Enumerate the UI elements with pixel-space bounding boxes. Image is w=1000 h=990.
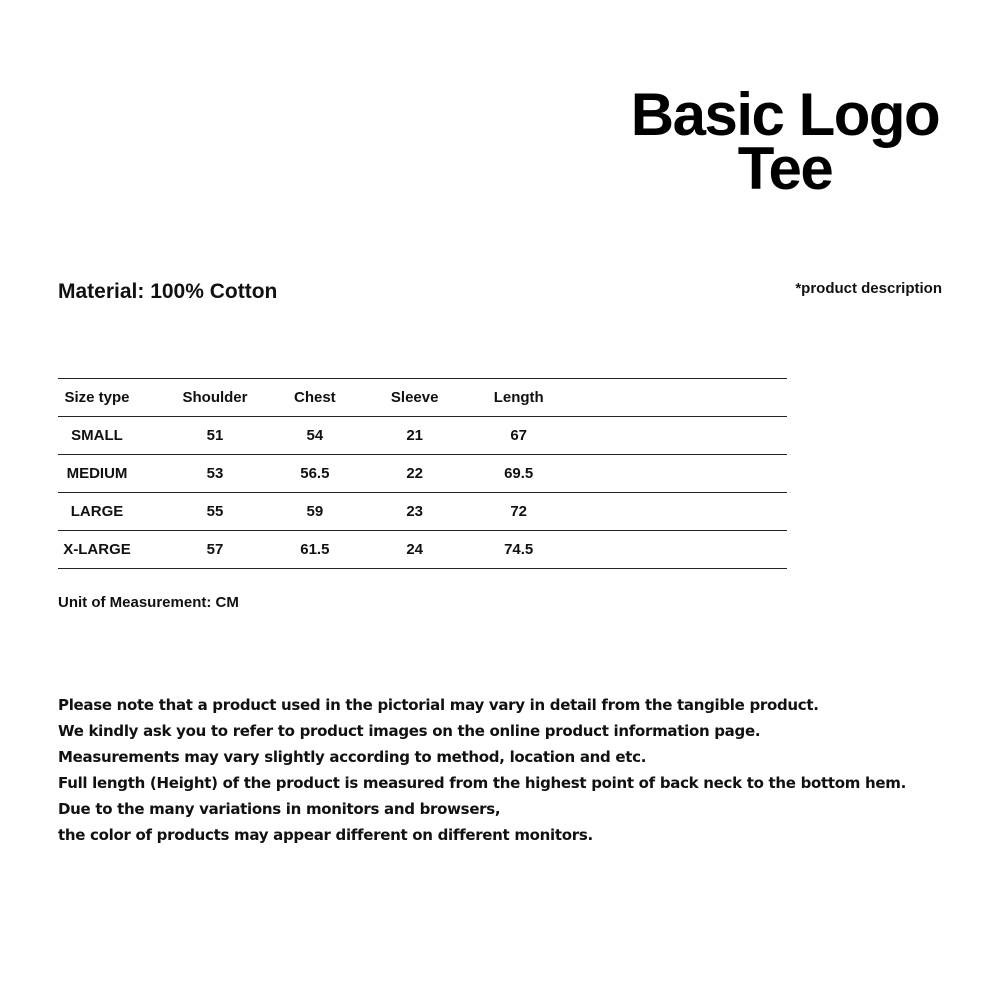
- column-spacer: [544, 379, 787, 417]
- size-table: [58, 378, 787, 569]
- note-line: Please note that a product used in the pictorial may vary in detail from the tangible product.: [58, 696, 819, 714]
- note-line: Due to the many variations in monitors and browsers,: [58, 800, 501, 818]
- cell-sleeve: 21: [336, 417, 494, 455]
- cell-length: 69.5: [494, 455, 544, 493]
- cell-length: 72: [494, 493, 544, 531]
- cell-shoulder: 51: [136, 417, 294, 455]
- column-header-chest: Chest: [294, 379, 336, 417]
- note-line: the color of products may appear different on different monitors.: [58, 826, 593, 844]
- cell-chest: 59: [294, 493, 336, 531]
- cell-size-type: X-LARGE: [58, 531, 136, 569]
- column-header-shoulder: Shoulder: [136, 379, 294, 417]
- table-row: [58, 455, 787, 493]
- cell-size-type: LARGE: [58, 493, 136, 531]
- note-line: Measurements may vary slightly according to method, location and etc.: [58, 748, 647, 766]
- product-title-line-2: Tee: [737, 135, 833, 202]
- product-title: [600, 81, 970, 202]
- cell-spacer: [544, 531, 787, 569]
- table-row: [58, 493, 787, 531]
- unit-of-measurement: Unit of Measurement: CM: [58, 594, 239, 611]
- cell-spacer: [544, 493, 787, 531]
- cell-sleeve: 24: [336, 531, 494, 569]
- cell-chest: 56.5: [294, 455, 336, 493]
- column-header-size-type: Size type: [58, 379, 136, 417]
- note-line: We kindly ask you to refer to product images on the online product information page.: [58, 722, 761, 740]
- table-row: [58, 531, 787, 569]
- cell-size-type: SMALL: [58, 417, 136, 455]
- cell-spacer: [544, 417, 787, 455]
- cell-sleeve: 23: [336, 493, 494, 531]
- product-title-line-1: Basic Logo: [630, 81, 940, 148]
- notes-block: [58, 692, 906, 848]
- cell-length: 74.5: [494, 531, 544, 569]
- cell-chest: 54: [294, 417, 336, 455]
- column-header-length: Length: [494, 379, 544, 417]
- cell-spacer: [544, 455, 787, 493]
- cell-chest: 61.5: [294, 531, 336, 569]
- cell-shoulder: 57: [136, 531, 294, 569]
- table-row: [58, 417, 787, 455]
- cell-sleeve: 22: [336, 455, 494, 493]
- column-header-sleeve: Sleeve: [336, 379, 494, 417]
- note-line: Full length (Height) of the product is measured from the highest point of back neck to the bottom hem.: [58, 774, 906, 792]
- cell-size-type: MEDIUM: [58, 455, 136, 493]
- cell-shoulder: 55: [136, 493, 294, 531]
- cell-length: 67: [494, 417, 544, 455]
- material-label: Material: 100% Cotton: [58, 280, 278, 303]
- size-table-header-row: [58, 379, 787, 417]
- cell-shoulder: 53: [136, 455, 294, 493]
- product-description-note: *product description: [795, 280, 942, 297]
